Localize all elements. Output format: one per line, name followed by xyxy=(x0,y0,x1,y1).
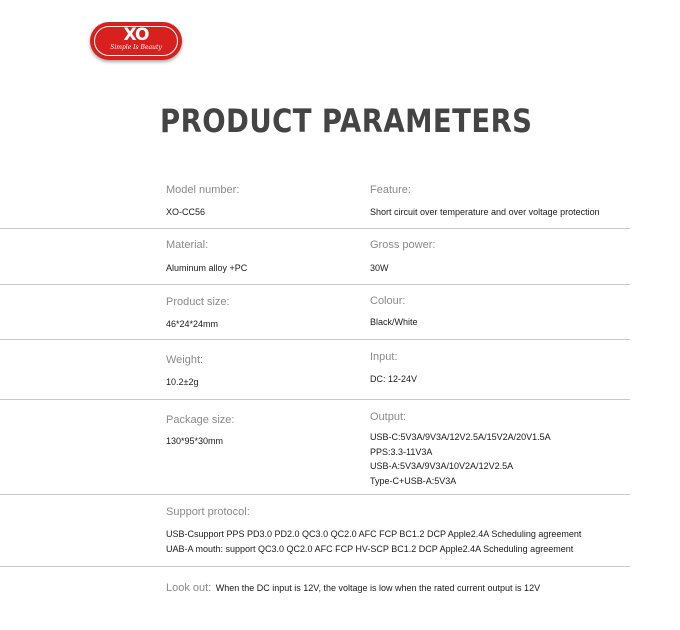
product-size-value: 46*24*24mm xyxy=(166,319,219,329)
divider xyxy=(0,284,630,285)
feature-label: Feature: xyxy=(370,184,411,196)
look-out-text: When the DC input is 12V, the voltage is low when the rated current output is 12V xyxy=(215,583,541,593)
colour-value: Black/White xyxy=(370,317,418,327)
gross-power-label: Gross power: xyxy=(370,239,436,251)
package-size-label: Package size: xyxy=(166,414,235,426)
output-values xyxy=(370,430,551,488)
colour-label: Colour: xyxy=(370,295,406,307)
protocol-line: USB-Csupport PPS PD3.0 PD2.0 QC3.0 QC2.0 AFC FCP BC1.2 DCP Apple2.4A Scheduling agreement xyxy=(166,529,582,539)
output-line: USB-A:5V3A/9V3A/10V2A/12V2.5A xyxy=(370,461,514,471)
weight-value: 10.2±2g xyxy=(166,377,199,387)
divider xyxy=(0,339,630,340)
logo-mark: XO xyxy=(123,25,149,45)
material-label: Material: xyxy=(166,239,209,251)
logo-tagline: Simple Is Beauty xyxy=(110,44,162,51)
material-value: Aluminum alloy +PC xyxy=(166,263,248,273)
output-line: Type-C+USB-A:5V3A xyxy=(370,475,457,486)
page-title: PRODUCT PARAMETERS xyxy=(160,102,533,140)
gross-power-value: 30W xyxy=(370,263,389,273)
package-size-value: 130*95*30mm xyxy=(166,436,224,446)
model-number-value: XO-CC56 xyxy=(166,207,206,217)
divider xyxy=(0,494,630,495)
divider xyxy=(0,566,630,567)
input-value: DC: 12-24V xyxy=(370,374,418,384)
brand-logo xyxy=(90,22,182,60)
model-number-label: Model number: xyxy=(166,184,240,196)
weight-label: Weight: xyxy=(166,354,204,366)
output-line: USB-C:5V3A/9V3A/12V2.5A/15V2A/20V1.5A xyxy=(370,432,551,442)
divider xyxy=(0,228,630,229)
look-out-note xyxy=(166,578,540,596)
support-protocol-values xyxy=(166,527,581,557)
product-size-label: Product size: xyxy=(166,296,230,308)
output-label: Output: xyxy=(370,411,407,423)
protocol-line: UAB-A mouth: support QC3.0 QC2.0 AFC FCP HV-SCP BC1.2 DCP Apple2.4A Scheduling agreement xyxy=(166,544,574,554)
divider xyxy=(0,399,630,400)
input-label: Input: xyxy=(370,351,398,363)
feature-value: Short circuit over temperature and over voltage protection xyxy=(370,207,600,217)
output-line: PPS:3.3-11V3A xyxy=(370,446,433,457)
support-protocol-label: Support protocol: xyxy=(166,506,250,518)
look-out-label: Look out: xyxy=(166,582,212,594)
